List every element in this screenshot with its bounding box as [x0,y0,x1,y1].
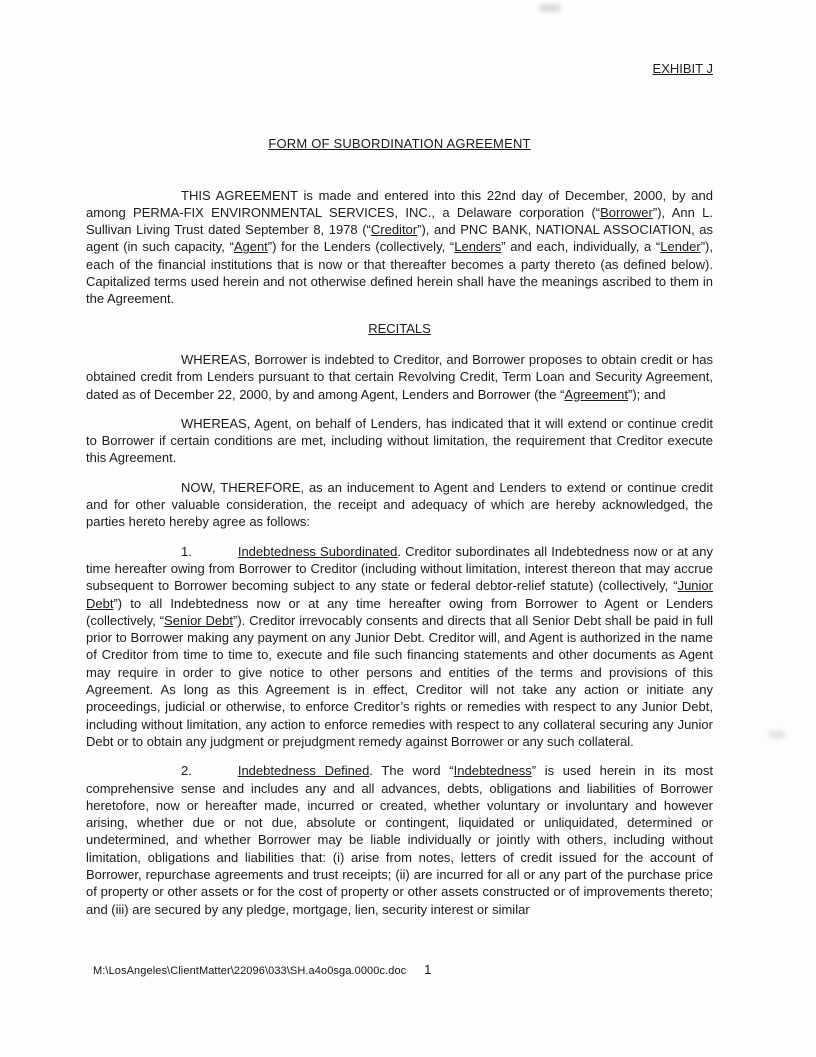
recital-paragraph-1: WHEREAS, Borrower is indebted to Creditor, and Borrower proposes to obtain credit or has obtained credit from Lenders pursuant to that certain Revolving Credit, Term Loan and Security Agreement, dated as of December 22, 2000, by and among Agent, Lenders and Borrower (the “Agreement”); and [86,351,713,402]
page-number: 1 [424,963,432,977]
footer-file-path: M:\LosAngeles\ClientMatter\22096\033\SH.a4o0sga.0000c.doc [93,965,407,977]
section-2-heading: Indebtedness Defined [237,763,370,779]
section-2-number: 2. [181,763,192,779]
now-therefore-paragraph: NOW, THEREFORE, as an inducement to Agent and Lenders to extend or continue credit and for other valuable consideration, the receipt and adequacy of which are hereby acknowledged, the parties hereto hereby agree as follows: [86,479,713,530]
page-footer [93,963,431,977]
scan-artifact [538,4,562,12]
section-1-body: . Creditor subordinates all Indebtedness now or at any time hereafter owing from Borrower to Creditor (including without limitation, interest thereon that may accrue subsequent to Borrower becoming subject to any state or federal debtor-relief statute) (collectively, “Junior Debt”) to all Indebtedness now or at any time hereafter owing from Borrower to Agent or Lenders (collectively, “Senior Debt”). Creditor irrevocably consents and directs that all Senior Debt shall be paid in full prior to Borrower making any payment on any Junior Debt. Creditor will, and Agent is authorized in the name of Creditor from time to time to, execute and file such financing statements and other documents as Agent may require in order to give notice to other persons and entities of the terms and provisions of this Agreement. As long as this Agreement is in effect, Creditor will not take any action or initiate any proceedings, judicial or otherwise, to enforce Creditor’s rights or remedies with respect to any Junior Debt, including without limitation, any action to enforce remedies with respect to any collateral securing any Junior Debt or to obtain any judgment or prejudgment remedy against Borrower or any such collateral. [86,543,714,749]
document-title: FORM OF SUBORDINATION AGREEMENT [268,136,531,152]
recital-paragraph-2: WHEREAS, Agent, on behalf of Lenders, has indicated that it will extend or continue credit to Borrower if certain conditions are met, including without limitation, the requirement that Creditor execute this Agreement. [86,415,713,466]
recitals-heading: RECITALS [368,320,431,336]
section-1-heading: Indebtedness Subordinated [237,543,398,559]
intro-paragraph: THIS AGREEMENT is made and entered into this 22nd day of December, 2000, by and among PERMA-FIX ENVIRONMENTAL SERVICES, INC., a Delaware corporation (“Borrower”), Ann L. Sullivan Living Trust dated September 8, 1978 (“Creditor”), and PNC BANK, NATIONAL ASSOCIATION, as agent (in such capacity, “Agent”) for the Lenders (collectively, “Lenders” and each, individually, a “Lender”), each of the financial institutions that is now or that thereafter becomes a party thereto (as defined below). Capitalized terms used herein and not otherwise defined herein shall have the meanings ascribed to them in the Agreement. [86,187,714,307]
section-1-number: 1. [181,543,192,559]
section-2-body: . The word “Indebtedness” is used herein in its most comprehensive sense and includes any and all advances, debts, obligations and liabilities of Borrower heretofore, now or hereafter made, incurred or created, whether voluntary or involuntary and however arising, whether due or not due, absolute or contingent, liquidated or unliquidated, determined or undetermined, and whether Borrower may be liable individually or jointly with others, including without limitation, obligations and liabilities that: (i) arise from notes, letters of credit issued for the account of Borrower, repurchase agreements and trust receipts; (ii) are incurred for all or any part of the purchase price of property or other assets or for the cost of property or other assets constructed or of improvements thereto; and (iii) are secured by any pledge, mortgage, lien, security interest or similar [86,763,713,917]
scan-artifact [768,730,786,739]
section-2-paragraph [86,762,713,918]
exhibit-label: EXHIBIT J [652,61,713,76]
section-1-paragraph [86,543,713,751]
